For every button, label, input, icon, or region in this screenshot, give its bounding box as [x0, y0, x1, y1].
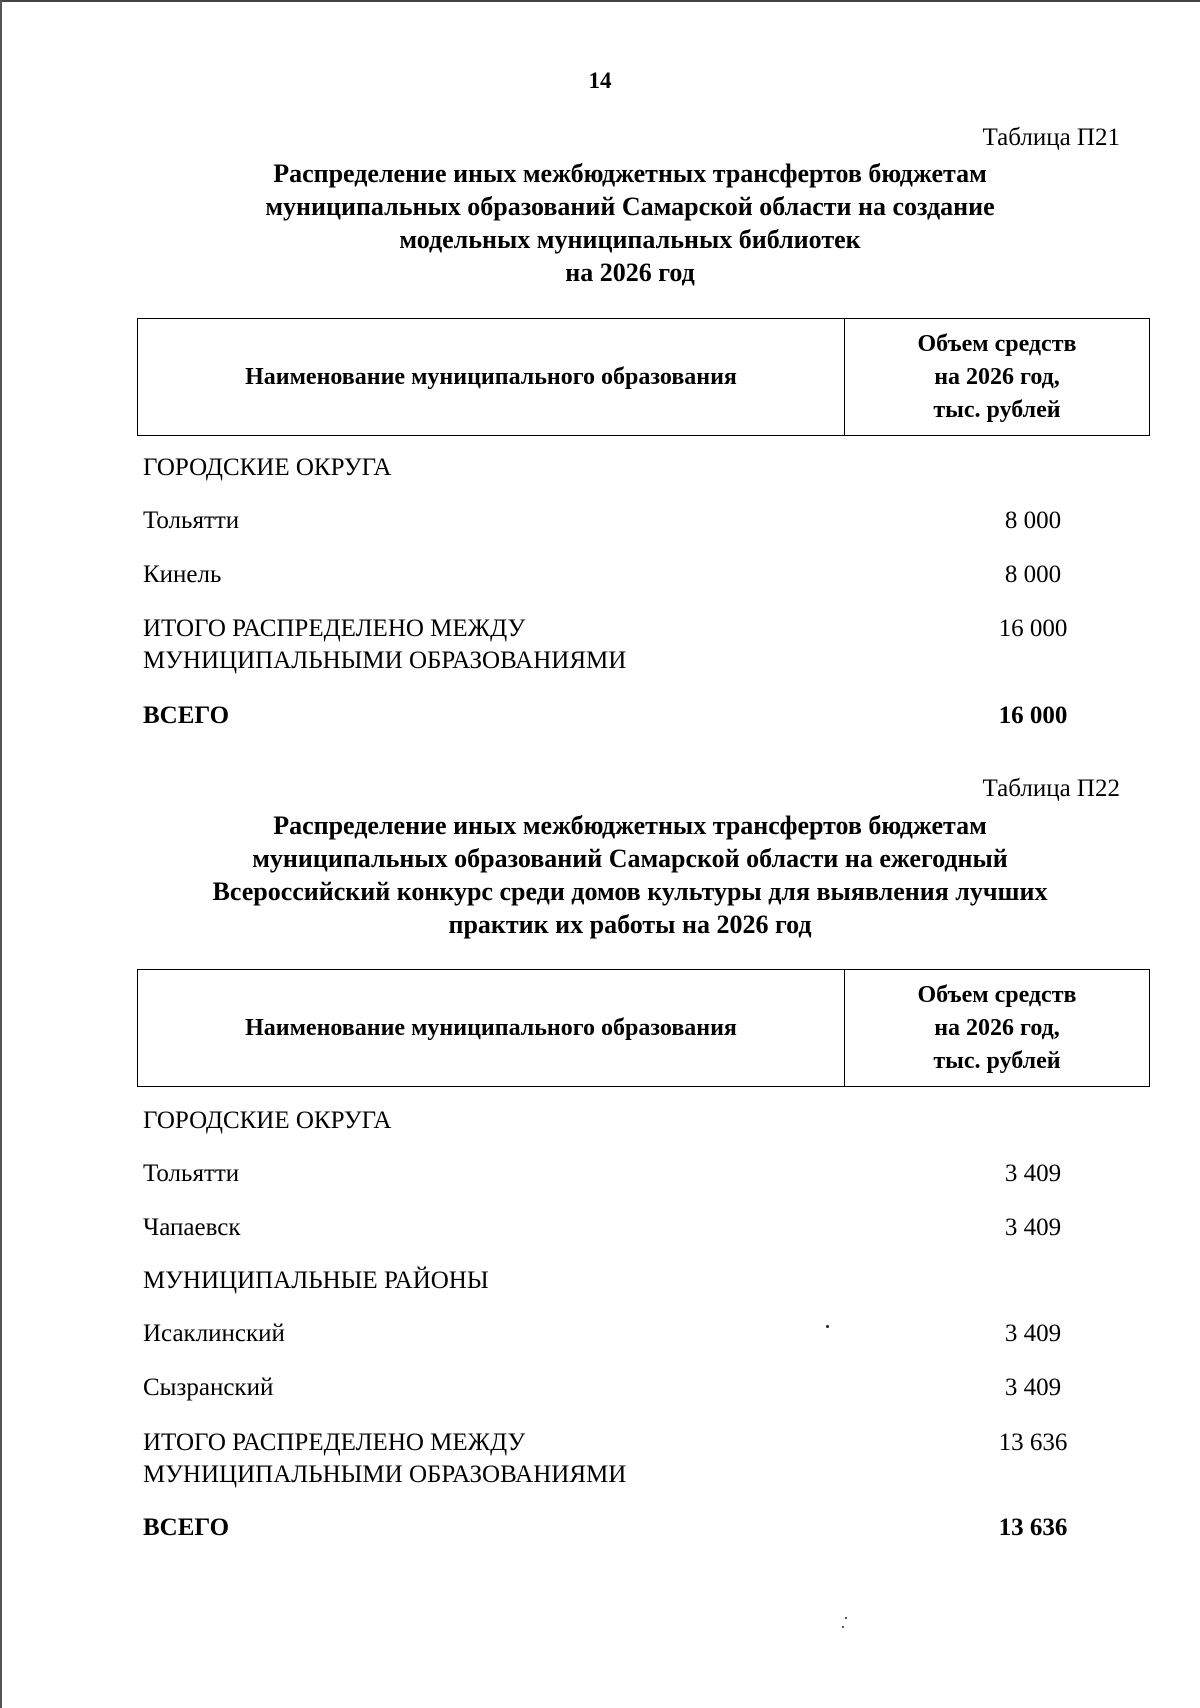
row-name [143, 1372, 783, 1404]
row-name [143, 1212, 783, 1244]
table22-title-line: практик их работы на 2026 год [448, 910, 812, 939]
table21-title-line: муниципальных образований Самарской области на создание [265, 192, 995, 221]
row-value: 13 636 [998, 1514, 1068, 1541]
table21-title-line: на 2026 год [565, 258, 695, 287]
row-name-line: ИТОГО РАСПРЕДЕЛЕНО МЕЖДУ [143, 1429, 526, 1456]
row-name [143, 1427, 783, 1491]
row-value: 16 000 [998, 615, 1068, 642]
row-name [143, 1318, 783, 1350]
scan-edge-top [0, 0, 1200, 2]
row-name-line: Сызранский [143, 1374, 274, 1401]
row-value: 8 000 [1004, 507, 1062, 534]
row-name [143, 1265, 783, 1297]
table21-title-line: Распределение иных межбюджетных трансфертов бюджетам [273, 159, 987, 188]
row-name [143, 1158, 783, 1190]
table22-header [137, 969, 1150, 1087]
row-name [143, 700, 783, 732]
row-value: 3 409 [1004, 1160, 1062, 1187]
table22-header-volume-line: тыс. рублей [933, 1047, 1061, 1074]
row-value: 3 409 [1004, 1320, 1062, 1347]
row-name-line: МУНИЦИПАЛЬНЫМИ ОБРАЗОВАНИЯМИ [143, 1461, 627, 1488]
table22-title [140, 809, 1120, 941]
row-value: 3 409 [1004, 1214, 1062, 1241]
table22-title-line: Распределение иных межбюджетных трансфертов бюджетам [273, 811, 987, 840]
row-name [143, 1105, 783, 1137]
table21-header-name: Наименование муниципального образования [138, 319, 845, 435]
row-name-line: Исаклинский [143, 1320, 285, 1347]
row-name-line: ВСЕГО [143, 702, 230, 729]
row-name [143, 613, 783, 677]
row-name-line: МУНИЦИПАЛЬНЫМИ ОБРАЗОВАНИЯМИ [143, 647, 627, 674]
table21-header-volume [845, 319, 1149, 435]
page-number: 14 [588, 68, 612, 93]
table21-header [137, 318, 1150, 436]
table22-label: Таблица П22 [982, 775, 1120, 802]
table21-title-line: модельных муниципальных библиотек [399, 225, 861, 254]
row-name-line: Тольятти [143, 1160, 240, 1187]
row-name [143, 452, 783, 484]
row-name-line: Чапаевск [143, 1214, 241, 1241]
row-value: 8 000 [1004, 561, 1062, 588]
row-name-line: МУНИЦИПАЛЬНЫЕ РАЙОНЫ [143, 1267, 489, 1294]
scan-edge-left [0, 0, 2, 1708]
table21-header-volume-line: на 2026 год, [934, 363, 1060, 390]
table22-title-line: Всероссийский конкурс среди домов культуры для выявления лучших [212, 877, 1048, 906]
row-value: 16 000 [998, 702, 1068, 729]
table22-header-volume-line: Объем средств [917, 981, 1077, 1008]
table22-header-volume-line: на 2026 год, [934, 1014, 1060, 1041]
scan-speck [842, 1626, 844, 1628]
row-value: 3 409 [1004, 1374, 1062, 1401]
row-name [143, 559, 783, 591]
table22-header-name: Наименование муниципального образования [138, 970, 845, 1086]
row-name-line: ГОРОДСКИЕ ОКРУГА [143, 1107, 392, 1134]
scan-speck [826, 1325, 829, 1328]
row-name [143, 1512, 783, 1544]
scan-speck [845, 1617, 847, 1619]
row-value: 13 636 [998, 1429, 1068, 1456]
table22-title-line: муниципальных образований Самарской области на ежегодный [252, 844, 1008, 873]
table21-label: Таблица П21 [982, 124, 1120, 151]
row-name-line: Тольятти [143, 507, 240, 534]
table21-header-volume-line: Объем средств [917, 330, 1077, 357]
table22-header-volume [845, 970, 1149, 1086]
row-name-line: ИТОГО РАСПРЕДЕЛЕНО МЕЖДУ [143, 615, 526, 642]
row-name-line: ВСЕГО [143, 1514, 230, 1541]
table21-header-volume-line: тыс. рублей [933, 396, 1061, 423]
table21-title [140, 157, 1120, 289]
row-name-line: ГОРОДСКИЕ ОКРУГА [143, 454, 392, 481]
row-name-line: Кинель [143, 561, 222, 588]
row-name [143, 505, 783, 537]
